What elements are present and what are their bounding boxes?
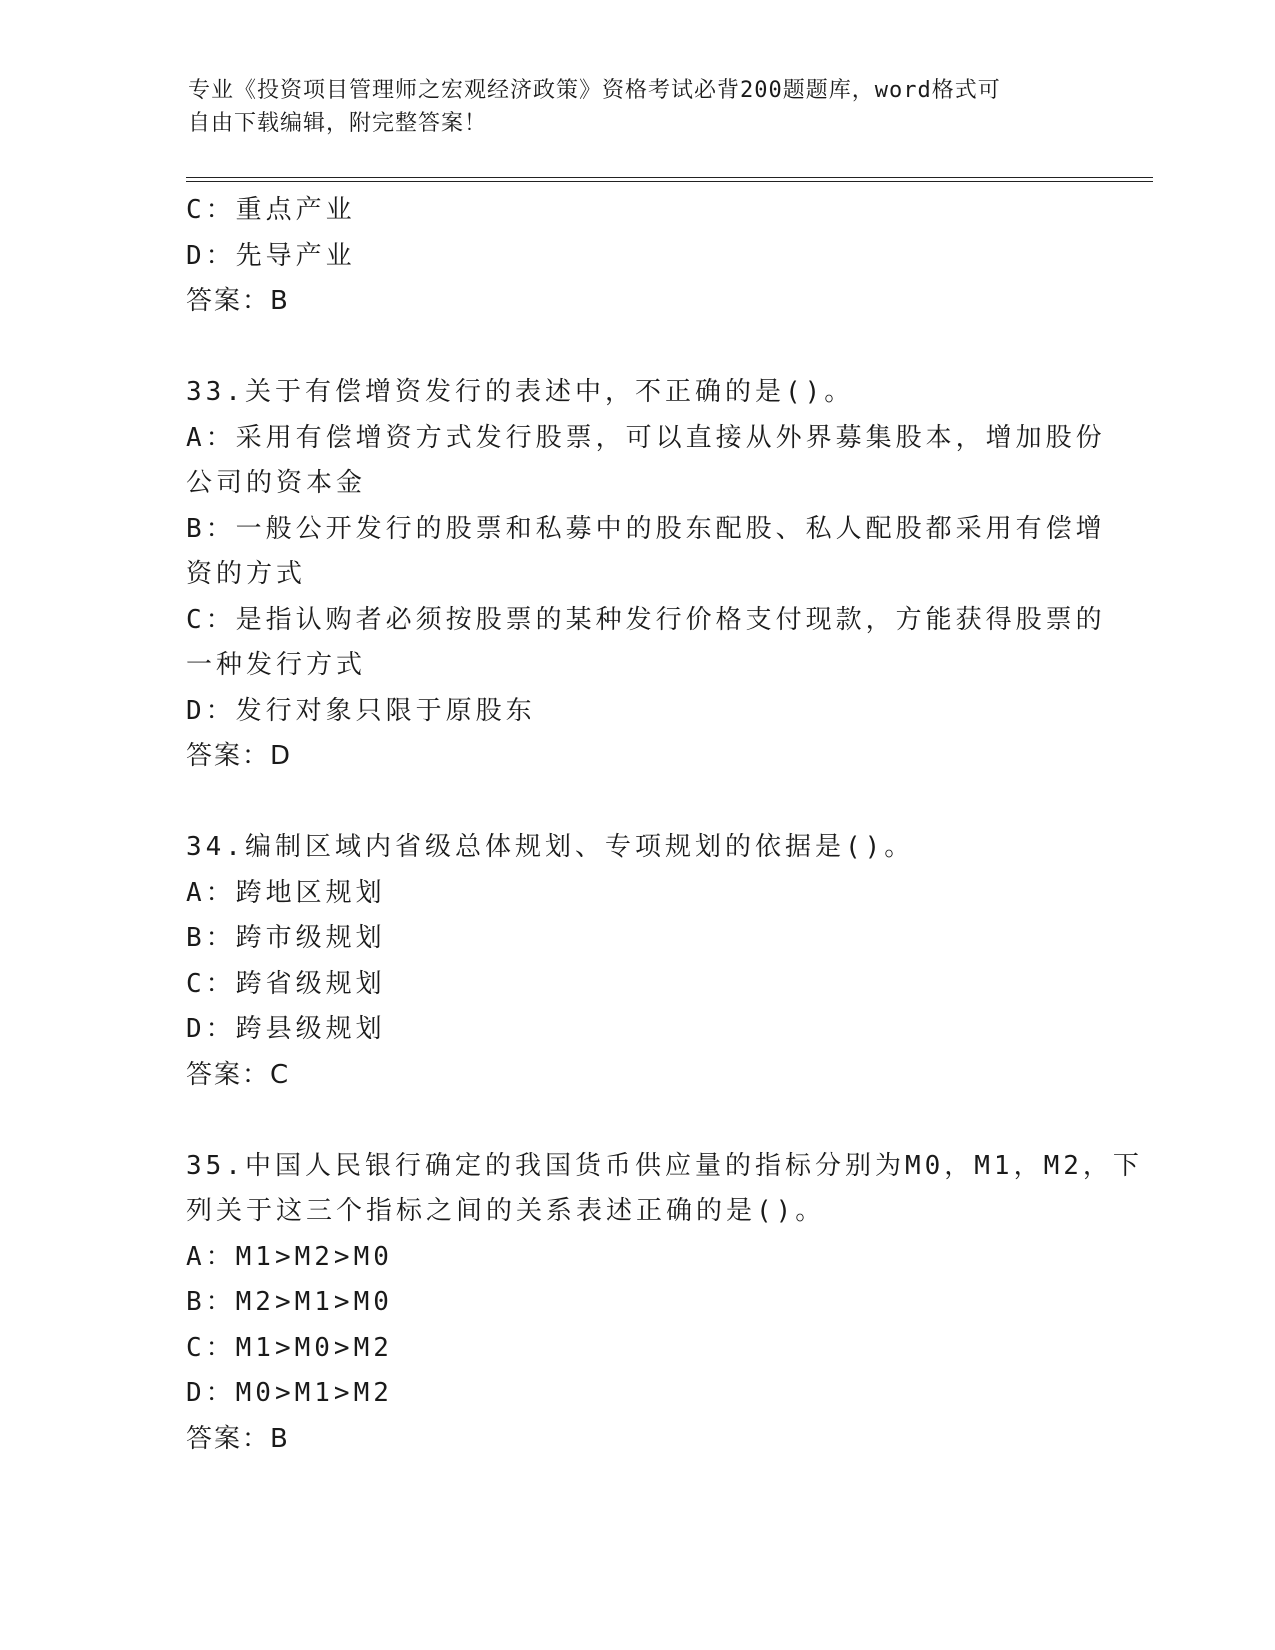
spacer — [186, 1098, 1096, 1144]
option-line: A：M1>M2>M0 — [186, 1241, 393, 1272]
document-header — [188, 74, 1088, 140]
option-line: D：先导产业 — [186, 240, 356, 271]
header-line-2: 自由下载编辑，附完整答案！ — [188, 111, 488, 136]
option-line: D：发行对象只限于原股东 — [186, 695, 536, 726]
option-line: C：是指认购者必须按股票的某种发行价格支付现款，方能获得股票的 — [186, 604, 1106, 635]
question-stem: 34.编制区域内省级总体规划、专项规划的依据是()。 — [186, 832, 915, 862]
question-stem: 35.中国人民银行确定的我国货币供应量的指标分别为M0，M1，M2，下 — [186, 1150, 1143, 1181]
option-line-continuation: 公司的资本金 — [186, 468, 367, 498]
question-stem: 33.关于有偿增资发行的表述中，不正确的是()。 — [186, 377, 855, 407]
answer-line: 答案：B — [186, 286, 290, 316]
option-line: C：重点产业 — [186, 195, 356, 225]
option-line: D：M0>M1>M2 — [186, 1378, 393, 1408]
option-line: B：跨市级规划 — [186, 923, 386, 953]
option-line: C：跨省级规划 — [186, 968, 386, 999]
question-34 — [186, 825, 1096, 1098]
option-line: C：M1>M0>M2 — [186, 1332, 393, 1363]
option-line: A：采用有偿增资方式发行股票，可以直接从外界募集股本，增加股份 — [186, 422, 1106, 453]
option-line-continuation: 一种发行方式 — [186, 650, 367, 680]
option-line: A：跨地区规划 — [186, 877, 386, 908]
option-line: B：M2>M1>M0 — [186, 1287, 393, 1317]
option-line: B：一般公开发行的股票和私募中的股东配股、私人配股都采用有偿增 — [186, 513, 1106, 544]
answer-line: 答案：C — [186, 1059, 291, 1090]
question-33 — [186, 370, 1106, 780]
previous-question-tail — [186, 188, 1096, 325]
question-stem-continuation: 列关于这三个指标之间的关系表述正确的是()。 — [186, 1196, 826, 1226]
option-line: D：跨县级规划 — [186, 1014, 386, 1044]
header-double-rule — [186, 177, 1153, 182]
question-35 — [186, 1144, 1143, 1463]
question-content — [186, 188, 1143, 1462]
answer-line: 答案：D — [186, 741, 293, 771]
answer-line: 答案：B — [186, 1423, 290, 1454]
option-line-continuation: 资的方式 — [186, 559, 307, 589]
spacer — [186, 325, 1096, 371]
spacer — [186, 780, 1096, 826]
header-line-1: 专业《投资项目管理师之宏观经济政策》资格考试必背200题题库，word格式可 — [188, 78, 1001, 103]
